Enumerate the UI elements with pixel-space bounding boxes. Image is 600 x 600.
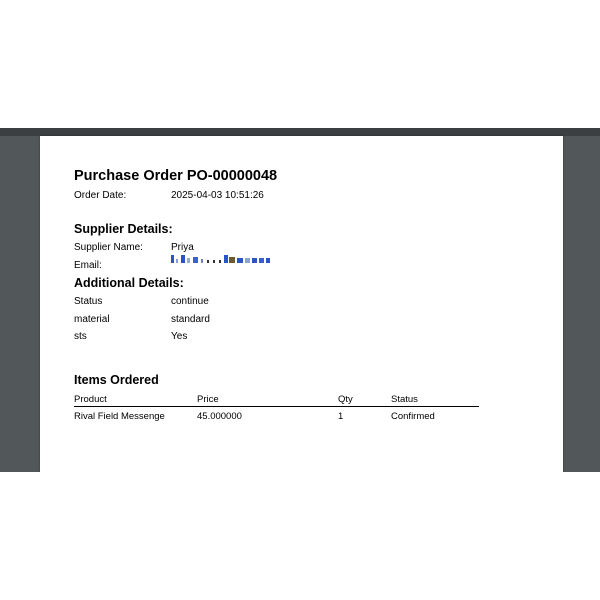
document-page: [40, 136, 563, 472]
items-ordered-heading: Items Ordered: [74, 373, 159, 387]
column-header-product: Product: [74, 394, 107, 405]
table-cell-status: Confirmed: [391, 411, 435, 422]
document-title: Purchase Order PO-00000048: [74, 168, 278, 184]
order-date-value: 2025-04-03 10:51:26: [171, 190, 264, 201]
table-header-rule: [74, 406, 479, 407]
viewer-toolbar-strip: [0, 128, 600, 136]
email-value-redacted: [171, 255, 271, 264]
table-cell-product: Rival Field Messenge: [74, 411, 165, 422]
column-header-status: Status: [391, 394, 418, 405]
additional-row-value: continue: [171, 296, 209, 307]
pdf-viewer[interactable]: [0, 128, 600, 472]
supplier-name-label: Supplier Name:: [74, 242, 143, 253]
column-header-price: Price: [197, 394, 219, 405]
table-cell-price: 45.000000: [197, 411, 242, 422]
supplier-details-heading: Supplier Details:: [74, 222, 173, 236]
email-label: Email:: [74, 260, 102, 271]
additional-row-label: material: [74, 314, 110, 325]
additional-row-value: Yes: [171, 331, 188, 342]
table-cell-qty: 1: [338, 411, 344, 422]
supplier-name-value: Priya: [171, 242, 194, 253]
additional-row-value: standard: [171, 314, 210, 325]
additional-row-label: Status: [74, 296, 103, 307]
order-date-label: Order Date:: [74, 190, 127, 201]
column-header-qty: Qty: [338, 394, 353, 405]
additional-row-label: sts: [74, 331, 87, 342]
additional-details-heading: Additional Details:: [74, 276, 184, 290]
